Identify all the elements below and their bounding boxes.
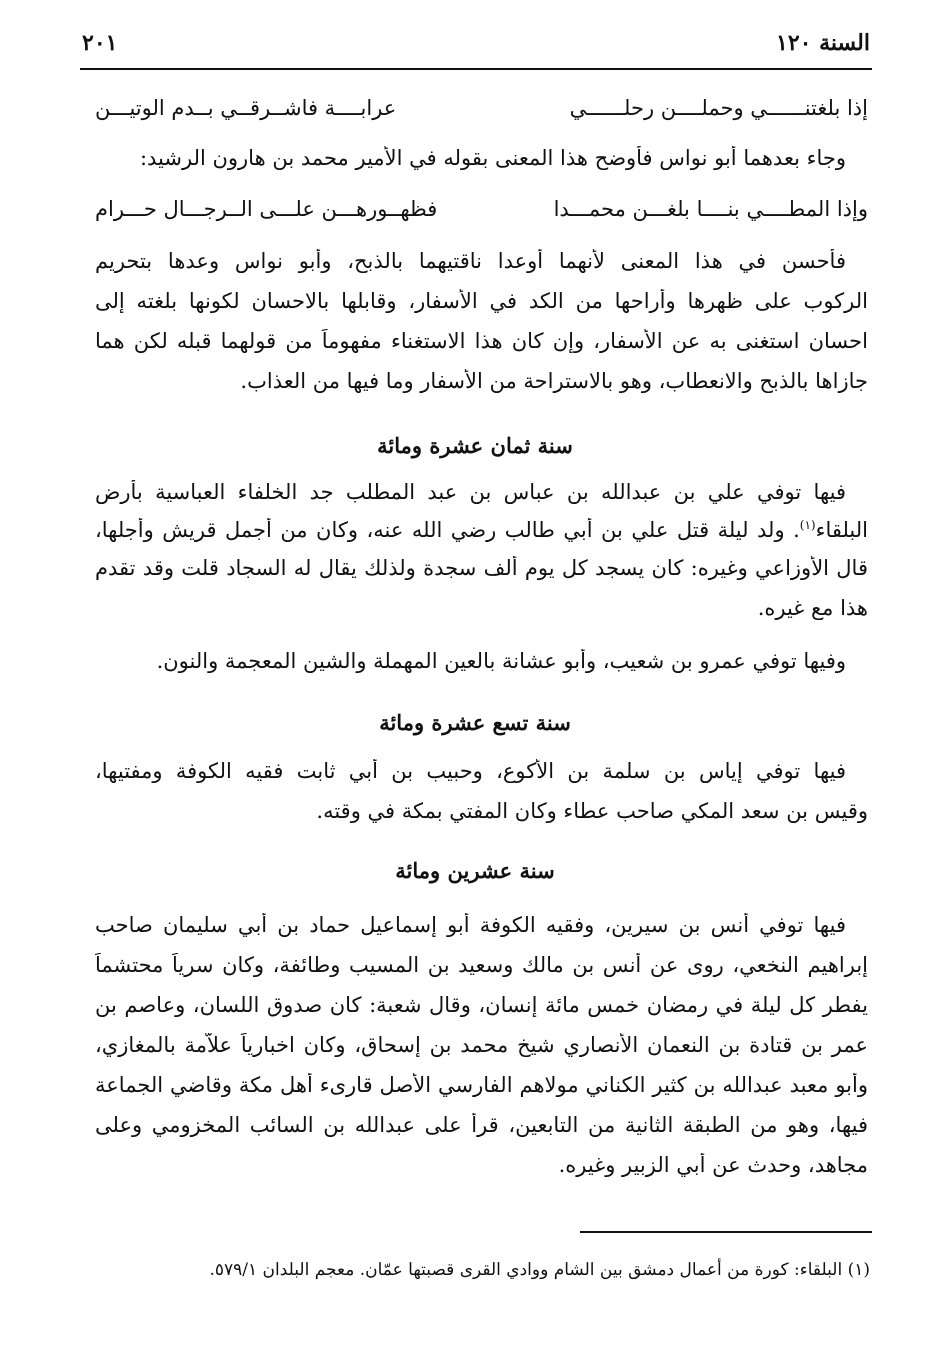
paragraph-line: يفطر كل ليلة في رمضان خمس مائة إنسان، وقال شعبة: كان صدوق اللسان، وعاصم بن xyxy=(95,993,868,1017)
footnote-reference: (١) xyxy=(799,518,816,532)
paragraph-line: فأحسن في هذا المعنى لأنهما أوعدا ناقتيهما بالذبح، وأبو نواس وعدها بتحريم xyxy=(95,249,846,273)
running-header-title: السنة ١٢٠ xyxy=(776,30,870,56)
paragraph-line: وفيها توفي عمرو بن شعيب، وأبو عشانة بالعين المهملة والشين المعجمة والنون. xyxy=(156,649,846,673)
paragraph-line: فيها، وهو من الطبقة الثانية من التابعين، قرأ على عبدالله بن السائب المخزومي وعلى xyxy=(95,1113,868,1137)
verse-2-second-hemistich: فظهــورهـــن علـــى الــرجـــال حـــرام xyxy=(95,197,438,221)
verse-1-second-hemistich: عرابــــة فاشــرقــي بــدم الوتيـــن xyxy=(95,96,397,120)
paragraph-line: وقيس بن سعد المكي صاحب عطاء وكان المفتي بمكة في وقته. xyxy=(316,799,868,823)
paragraph-line: قال الأوزاعي وغيره: كان يسجد كل يوم ألف سجدة ولذلك يقال له السجاد قلت وقد تقدم xyxy=(95,556,868,580)
paragraph-line: عمر بن قتادة بن النعمان الأنصاري شيخ محمد بن إسحاق، وكان اخبارياً علاّمة بالمغازي، xyxy=(95,1033,868,1057)
page-number: ٢٠١ xyxy=(82,30,118,56)
section-heading-120: سنة عشرين ومائة xyxy=(395,858,555,883)
paragraph-text: . ولد ليلة قتل علي بن أبي طالب رضي الله عنه، وكان من أجمل قريش وأجلها، xyxy=(95,518,800,542)
paragraph-line: فيها توفي علي بن عبدالله بن عباس بن عبد المطلب جد الخلفاء العباسية بأرض xyxy=(95,480,846,504)
section-heading-118: سنة ثمان عشرة ومائة xyxy=(377,433,573,458)
paragraph-line: هذا مع غيره. xyxy=(757,596,868,620)
paragraph-text: البلقاء xyxy=(815,518,868,542)
header-rule xyxy=(80,68,872,70)
paragraph-line: جازاها بالذبح والانعطاب، وهو بالاستراحة من الأسفار وما فيها من العذاب. xyxy=(240,369,868,393)
verse-2-first-hemistich: وإذا المطــــي بنــــا بلغـــن محمـــدا xyxy=(553,197,868,221)
intro-line: وجاء بعدهما أبو نواس فأوضح هذا المعنى بقوله في الأمير محمد بن هارون الرشيد: xyxy=(139,146,846,170)
footnote: (١) البلقاء: كورة من أعمال دمشق بين الشام ووادي القرى قصبتها عمّان. معجم البلدان ٥٧٩/١. xyxy=(209,1260,870,1280)
paragraph-line: فيها توفي إياس بن سلمة بن الأكوع، وحبيب بن أبي ثابت فقيه الكوفة ومفتيها، xyxy=(95,759,846,783)
paragraph-line: احسان استغنى به عن الأسفار، وإن كان هذا الاستغناء مفهوماً من قولهما قبله لكن هما xyxy=(95,329,868,353)
section-heading-119: سنة تسع عشرة ومائة xyxy=(379,710,571,735)
paragraph-line: فيها توفي أنس بن سيرين، وفقيه الكوفة أبو إسماعيل حماد بن أبي سليمان صاحب xyxy=(95,913,846,937)
paragraph-line: الركوب على ظهرها وأراحها من الكد في الأسفار، وقابلها بالاحسان لكونها بلغته إلى xyxy=(95,289,868,313)
paragraph-line: وأبو معبد عبدالله بن كثير الكناني مولاهم الفارسي الأصل قارىء أهل مكة وقاضي الجماعة xyxy=(95,1073,868,1097)
verse-1-first-hemistich: إذا بلغتنــــــي وحملــــن رحلــــــي xyxy=(569,96,868,120)
footnote-rule xyxy=(580,1231,872,1233)
paragraph-line: مجاهد، وحدث عن أبي الزبير وغيره. xyxy=(558,1153,868,1177)
paragraph-line: إبراهيم النخعي، روى عن أنس بن مالك وسعيد بن المسيب وطائفة، وكان سرياً محتشماً xyxy=(95,953,868,977)
paragraph-line xyxy=(95,518,868,542)
